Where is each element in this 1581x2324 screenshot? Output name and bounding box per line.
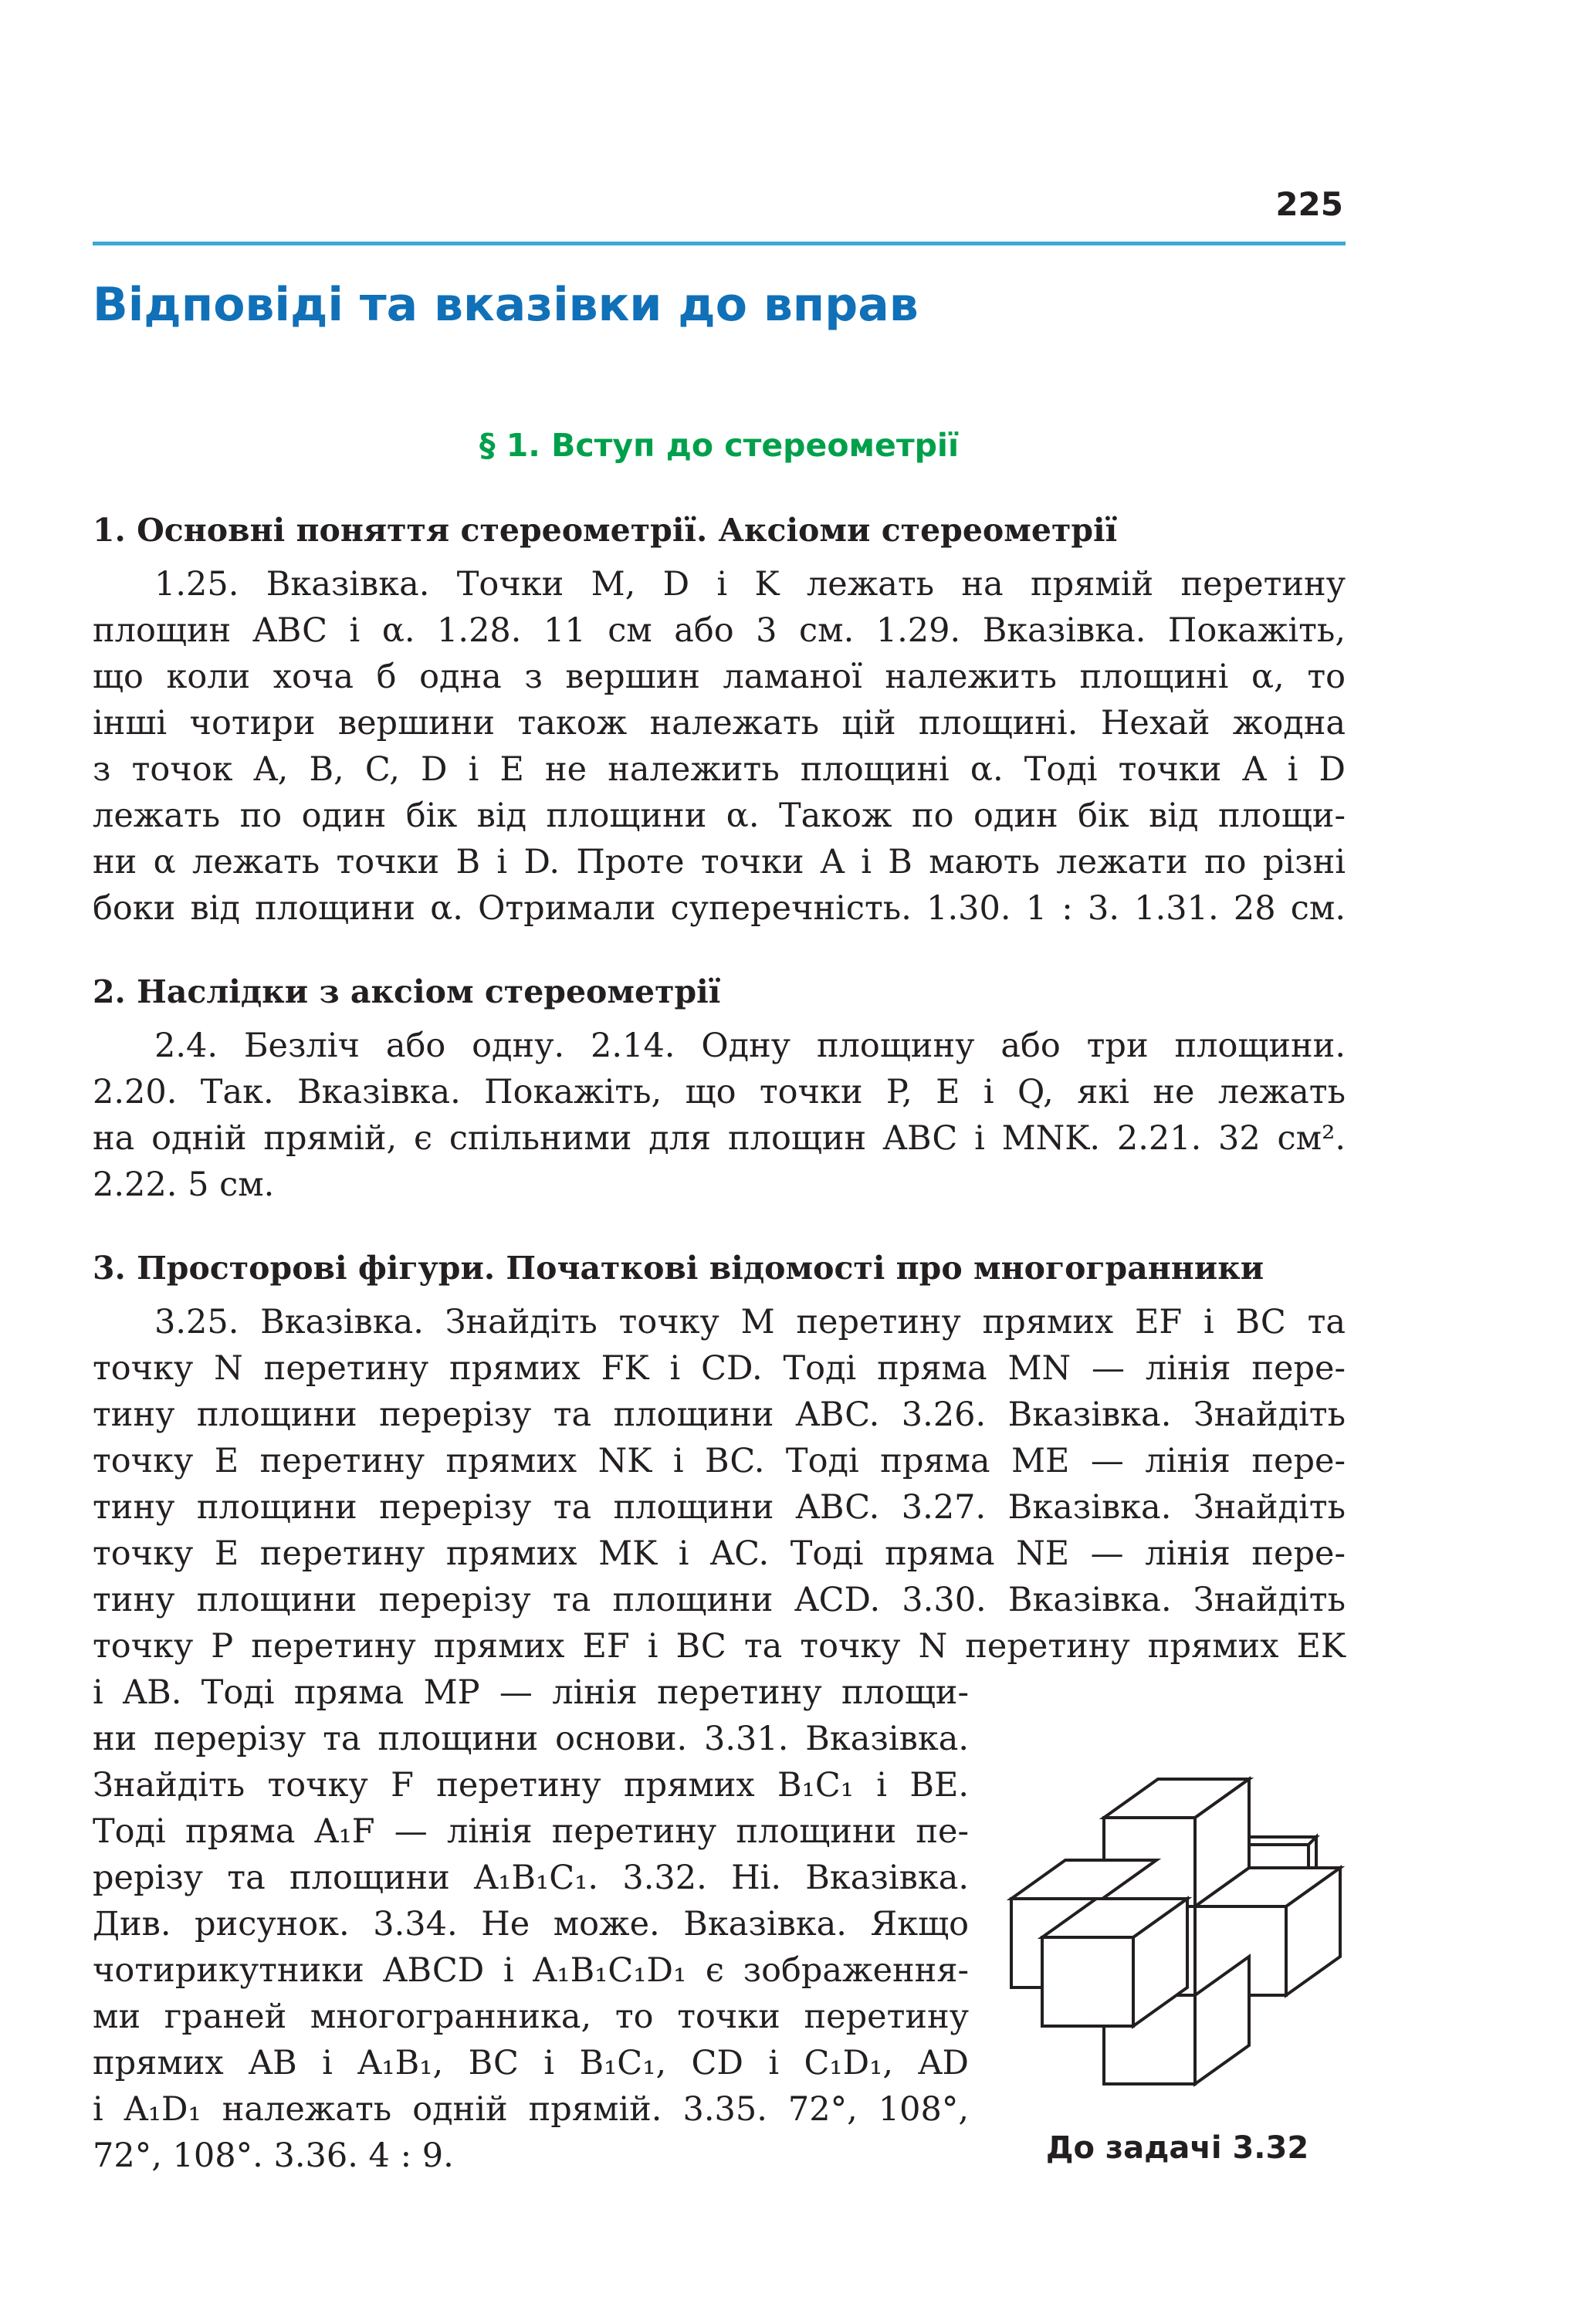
page-number: 225 xyxy=(1275,185,1343,223)
cubes-drawing xyxy=(1004,1771,1351,2119)
text-line: точку P перетину прямих EF і BC та точку N перетину прямих EK xyxy=(93,1627,1346,1666)
text-line: ни перерізу та площини основи. 3.31. Вказівка. xyxy=(93,1720,969,1758)
subsection-2 xyxy=(93,969,1346,1208)
text-line: Тоді пряма A₁F — лінія перетину площини пе- xyxy=(93,1812,969,1851)
text-line: ми граней многогранника, то точки перетину xyxy=(93,1998,969,2036)
text-line: точку E перетину прямих NK і BC. Тоді пряма ME — лінія пере- xyxy=(93,1442,1346,1480)
text-line: 72°, 108°. 3.36. 4 : 9. xyxy=(93,2136,454,2175)
subsection-heading: 2. Наслідки з аксіом стереометрії xyxy=(93,973,721,1010)
text-line: Знайдіть точку F перетину прямих B₁C₁ і BE. xyxy=(93,1766,969,1805)
header-rule xyxy=(93,242,1346,245)
text-line: 2.20. Так. Вказівка. Покажіть, що точки P, E і Q, які не лежать xyxy=(93,1073,1346,1111)
text-line: чотирикутники ABCD і A₁B₁C₁D₁ є зображення- xyxy=(93,1951,969,1990)
text-line: тину площини перерізу та площини ABC. 3.26. Вказівка. Знайдіть xyxy=(93,1395,1346,1434)
text-line: і A₁D₁ належать одній прямій. 3.35. 72°, 108°, xyxy=(93,2090,969,2129)
text-line: площин ABC і α. 1.28. 11 см або 3 см. 1.29. Вказівка. Покажіть, xyxy=(93,611,1346,650)
polyhedron-figure xyxy=(1004,1771,1351,2119)
text-line: з точок A, B, C, D і E не належить площині α. Тоді точки A і D xyxy=(93,750,1346,789)
text-line: лежать по один бік від площини α. Також по один бік від площи- xyxy=(93,797,1346,835)
subsection-body xyxy=(93,1023,1346,1208)
text-line: інші чотири вершини також належать цій площині. Нехай жодна xyxy=(93,704,1346,743)
text-line: що коли хоча б одна з вершин ламаної належить площині α, то xyxy=(93,658,1346,696)
text-line: точку E перетину прямих MK і AC. Тоді пряма NE — лінія пере- xyxy=(93,1534,1346,1573)
text-line: тину площини перерізу та площини ACD. 3.30. Вказівка. Знайдіть xyxy=(93,1581,1346,1619)
text-line: Див. рисунок. 3.34. Не може. Вказівка. Якщо xyxy=(93,1905,969,1943)
text-line: 3.25. Вказівка. Знайдіть точку M перетину прямих EF і BC та xyxy=(154,1303,1346,1341)
subsection-heading: 1. Основні поняття стереометрії. Аксіоми стереометрії xyxy=(93,512,1118,549)
subsection-1 xyxy=(93,507,1346,932)
section-title: § 1. Вступ до стереометрії xyxy=(479,427,960,464)
text-line: і AB. Тоді пряма MP — лінія перетину площи- xyxy=(93,1673,969,1712)
text-line: рерізу та площини A₁B₁C₁. 3.32. Ні. Вказівка. xyxy=(93,1859,969,1897)
text-line: боки від площини α. Отримали суперечність. 1.30. 1 : 3. 1.31. 28 см. xyxy=(93,889,1346,928)
figure-caption: До задачі 3.32 xyxy=(1045,2130,1309,2166)
main-title: Відповіді та вказівки до вправ xyxy=(93,278,919,332)
front-cube-front xyxy=(1042,1937,1133,2026)
subsection-body xyxy=(93,561,1346,932)
text-line: 2.4. Безліч або одну. 2.14. Одну площину або три площини. xyxy=(154,1027,1346,1065)
text-line: точку N перетину прямих FK і CD. Тоді пряма MN — лінія пере- xyxy=(93,1349,1346,1388)
text-line: ни α лежать точки B і D. Проте точки A і B мають лежати по різні xyxy=(93,843,1346,881)
subsection-heading: 3. Просторові фігури. Початкові відомості про многогранники xyxy=(93,1250,1264,1287)
text-line: 1.25. Вказівка. Точки M, D і K лежать на прямій перетину xyxy=(154,565,1346,604)
text-line: на одній прямій, є спільними для площин ABC і MNK. 2.21. 32 см². xyxy=(93,1119,1346,1158)
text-line: прямих AB і A₁B₁, BC і B₁C₁, CD і C₁D₁, AD xyxy=(93,2044,969,2082)
text-line: 2.22. 5 см. xyxy=(93,1165,275,1204)
text-line: тину площини перерізу та площини ABC. 3.27. Вказівка. Знайдіть xyxy=(93,1488,1346,1527)
